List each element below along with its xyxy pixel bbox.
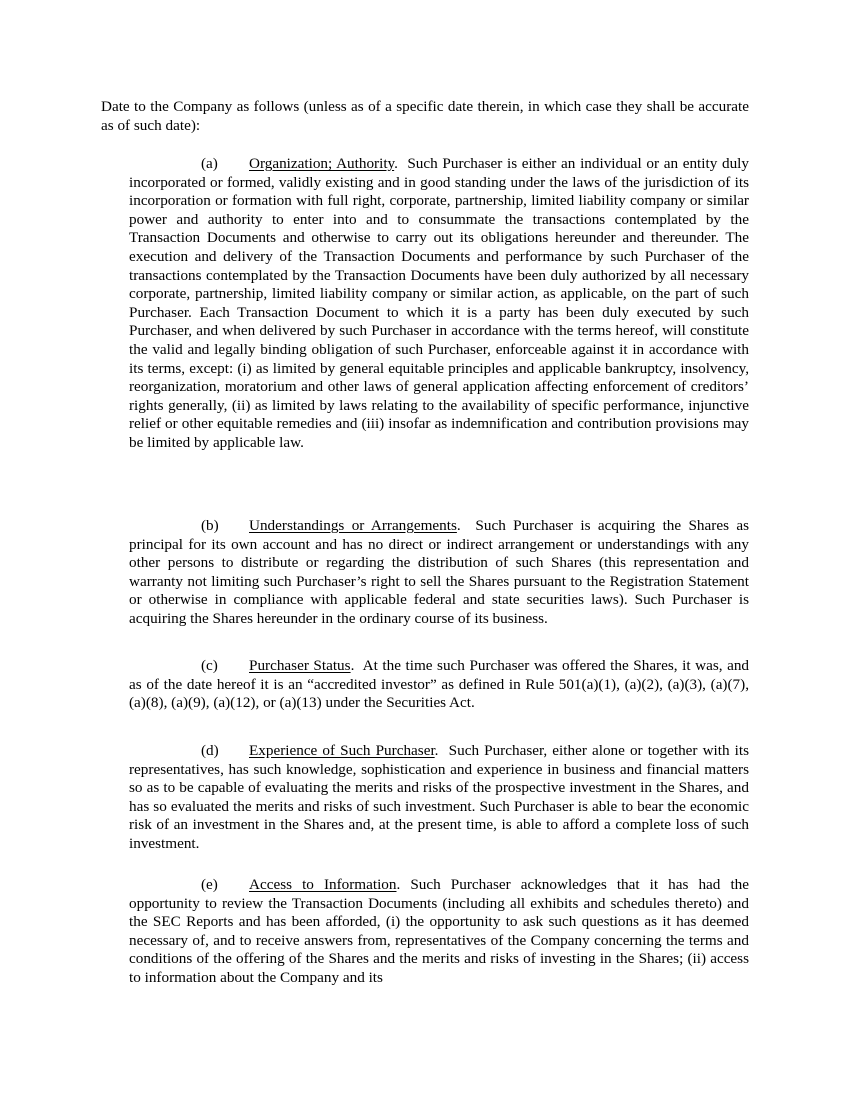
heading-punctuation: .	[350, 657, 355, 674]
section-text: Such Purchaser is acquiring the Shares as principal for its own account and has no direct or indirect arrangement or understandings with any other persons to distribute or regarding the distribution of such Shares (this representation and warranty not limiting such Purchaser’s right to sell the Shares pursuant to the Registration Statement or otherwise in compliance with applicable federal and state securities laws). Such Purchaser is acquiring the Shares hereunder in the ordinary course of its business.	[129, 517, 749, 627]
section-label: (d)	[201, 742, 219, 759]
section-heading: Purchaser Status	[249, 657, 351, 674]
section-label: (e)	[201, 876, 218, 893]
section-b	[129, 517, 749, 629]
heading-punctuation: .	[434, 742, 439, 759]
section-text: Such Purchaser is either an individual or an entity duly incorporated or formed, validly existing and in good standing under the laws of the jurisdiction of its incorporation or formation with full right, corporate, partnership, limited liability company or similar power and authority to enter into and to consummate the transactions contemplated by the Transaction Documents and otherwise to carry out its obligations hereunder and thereunder. The execution and delivery of the Transaction Documents and performance by such Purchaser of the transactions contemplated by the Transaction Documents have been duly authorized by all necessary corporate, partnership, limited liability company or similar action, as applicable, on the part of such Purchaser. Each Transaction Document to which it is a party has been duly executed by such Purchaser, and when delivered by such Purchaser in accordance with the terms hereof, will constitute the valid and legally binding obligation of such Purchaser, enforceable against it in accordance with its terms, except: (i) as limited by general equitable principles and applicable bankruptcy, insolvency, reorganization, moratorium and other laws of general application affecting enforcement of creditors’ rights generally, (ii) as limited by laws relating to the availability of specific performance, injunctive relief or other equitable remedies and (iii) insofar as indemnification and contribution provisions may be limited by applicable law.	[129, 155, 749, 451]
heading-punctuation: .	[396, 876, 401, 893]
section-label: (b)	[201, 517, 219, 534]
section-heading: Organization; Authority	[249, 155, 395, 172]
heading-punctuation: .	[456, 517, 461, 534]
section-a	[129, 155, 749, 453]
section-e	[129, 876, 749, 988]
section-text: Such Purchaser acknowledges that it has had the opportunity to review the Transaction Documents (including all exhibits and schedules thereto) and the SEC Reports and has been afforded, (i) the opportunity to ask such questions as it has deemed necessary of, and to receive answers from, representatives of the Company concerning the terms and conditions of the offering of the Shares and the merits and risks of investing in the Shares; (ii) access to information about the Company and its	[129, 876, 750, 986]
section-text: At the time such Purchaser was offered the Shares, it was, and as of the date hereof it is an “accredited investor” as defined in Rule 501(a)(1), (a)(2), (a)(3), (a)(7), (a)(8), (a)(9), (a)(12), or (a)(13) under the Securities Act.	[129, 657, 750, 712]
section-text: Such Purchaser, either alone or together with its representatives, has such knowledge, sophistication and experience in business and financial matters so as to be capable of evaluating the merits and risks of the prospective investment in the Shares, and has so evaluated the merits and risks of such investment. Such Purchaser is able to bear the economic risk of an investment in the Shares and, at the present time, is able to afford a complete loss of such investment.	[129, 742, 750, 852]
section-heading: Understandings or Arrangements	[249, 517, 457, 534]
section-label: (c)	[201, 657, 218, 674]
section-heading: Experience of Such Purchaser	[249, 742, 435, 759]
section-d	[129, 742, 749, 854]
section-label: (a)	[201, 155, 218, 172]
intro-paragraph: Date to the Company as follows (unless as of a specific date therein, in which case they shall be accurate as of such date):	[101, 98, 749, 134]
section-c	[129, 657, 749, 713]
heading-punctuation: .	[394, 155, 398, 172]
section-heading: Access to Information	[249, 876, 397, 893]
